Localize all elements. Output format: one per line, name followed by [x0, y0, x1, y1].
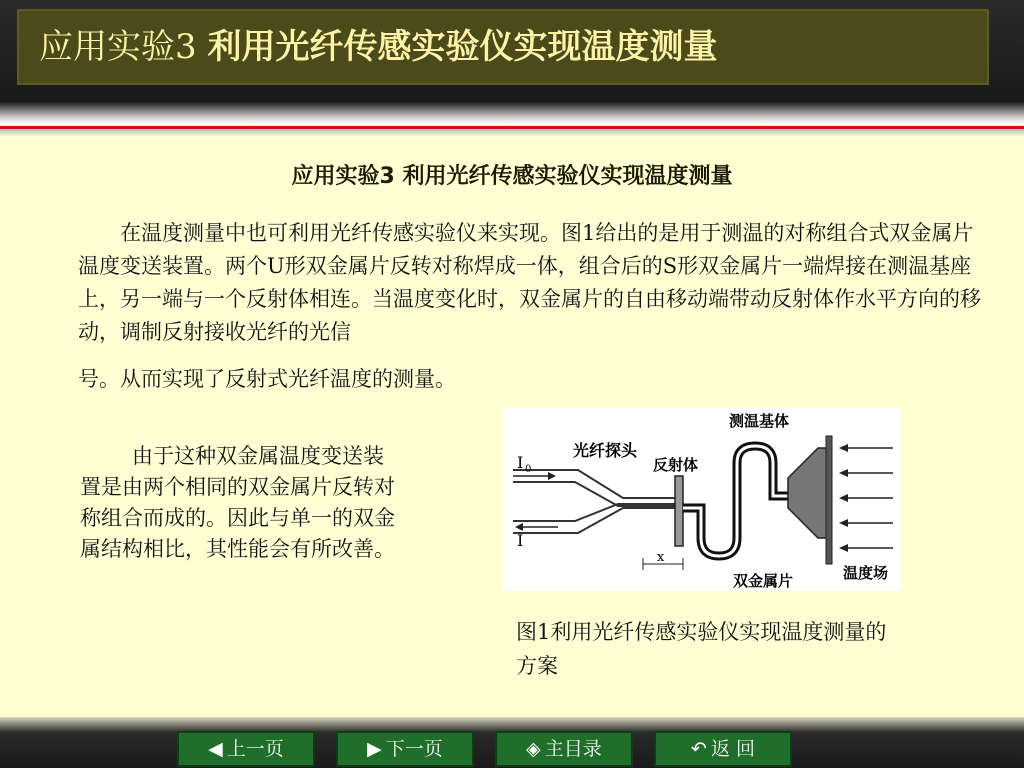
top-bar: [0, 0, 1024, 102]
side-paragraph: 由于这种双金属温度变送装置是由两个相同的双金属片反转对称组合而成的。因此与单一的双金属结构相比，其性能会有所改善。: [80, 444, 395, 561]
undo-arrow-icon: ↶: [691, 738, 707, 760]
temperature-field-arrows: [839, 444, 893, 552]
main-menu-button[interactable]: [495, 731, 633, 767]
label-i0-sub: 0: [525, 464, 532, 475]
label-bimetal: 双金属片: [733, 572, 794, 590]
diamond-icon: ◈: [526, 738, 541, 760]
prev-page-button[interactable]: [177, 731, 315, 767]
return-label: 返 回: [710, 738, 755, 760]
next-page-button[interactable]: [336, 731, 474, 767]
header-divider: [0, 102, 1024, 124]
triangle-left-icon: ◀: [208, 738, 223, 760]
bimetal-sensor-diagram: [503, 408, 901, 591]
slide-content: [0, 137, 1024, 717]
fiber-upper-inner: [513, 482, 678, 506]
intro-paragraph: [78, 217, 988, 396]
intro-paragraph-text: 在温度测量中也可利用光纤传感实验仪来实现。图1给出的是用于测温的对称组合式双金属片温度变送装置。两个U形双金属片反转对称焊成一体，组合后的S形双金属片一端焊接在测温基座上，另一端与一个反射体相连。当温度变化时，双金属片的自由移动端带动反射体作水平方向的移动，调制反射接收光纤的光信: [78, 221, 981, 344]
label-i: I: [517, 531, 524, 550]
label-probe: 光纤探头: [573, 441, 638, 460]
main-menu-label: 主目录: [544, 738, 602, 760]
label-base: 测温基体: [729, 412, 790, 430]
label-i0: I: [517, 453, 524, 472]
title-prefix: 应用实验3: [39, 27, 197, 67]
return-button[interactable]: [654, 731, 792, 767]
reflector-plate: [675, 476, 683, 546]
page-title: [39, 25, 717, 69]
input-arrow-head: [548, 472, 556, 480]
triangle-right-icon: ▶: [367, 738, 382, 760]
label-reflector: 反射体: [653, 456, 699, 474]
slide-subtitle: 应用实验3 利用光纤传感实验仪实现温度测量: [291, 164, 733, 189]
gray-divider-line: [0, 129, 1024, 137]
intro-paragraph-last-line: 号。从而实现了反射式光纤温度的测量。: [78, 367, 456, 391]
figure-caption: 图1利用光纤传感实验仪实现温度测量的方案: [516, 620, 887, 678]
title-panel: [17, 9, 989, 85]
base-plate: [826, 436, 832, 564]
prev-page-label: 上一页: [226, 738, 284, 760]
label-field: 温度场: [843, 564, 889, 582]
title-main: 利用光纤传感实验仪实现温度测量: [207, 27, 718, 67]
measuring-base: [788, 448, 828, 538]
figure-diagram: [503, 408, 901, 591]
next-page-label: 下一页: [385, 738, 443, 760]
label-x: x: [657, 550, 665, 565]
output-arrow-head: [515, 523, 523, 531]
